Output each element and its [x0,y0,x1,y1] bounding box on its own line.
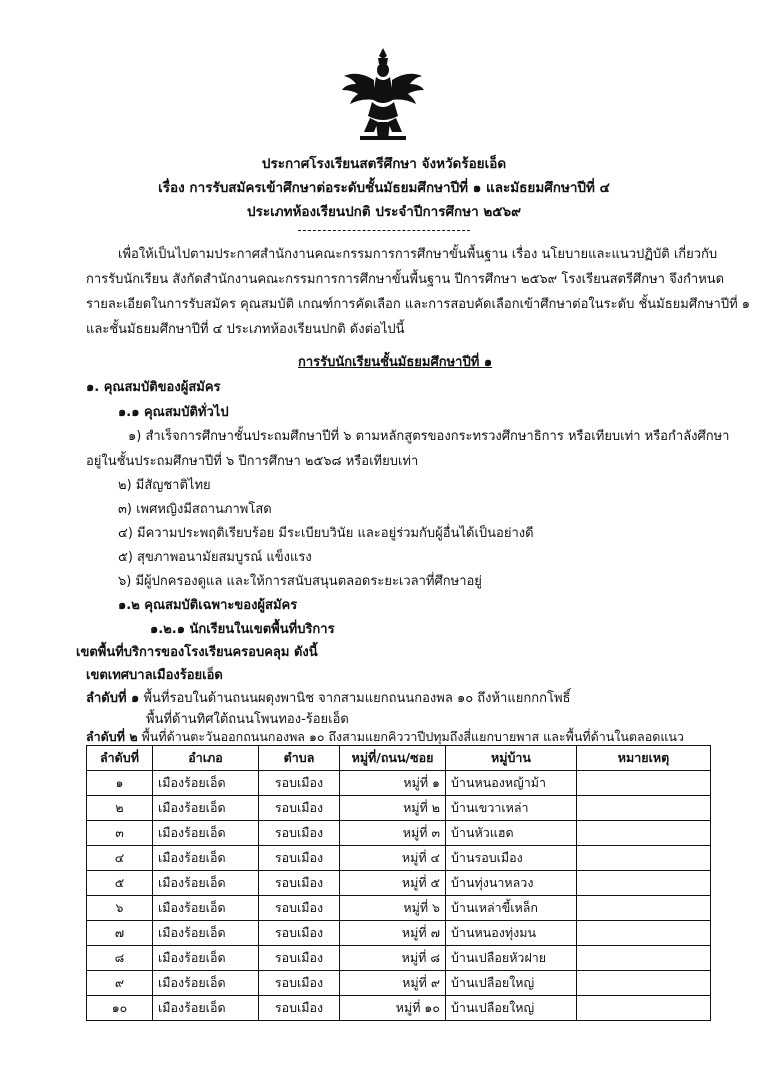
cell-remark [577,921,711,946]
cell-subdistrict: รอบเมือง [259,996,340,1021]
announcement-type: ประเภทห้องเรียนปกติ ประจำปีการศึกษา ๒๕๖๙ [247,204,521,220]
cell-district: เมืองร้อยเอ็ด [153,896,259,921]
area-1-text-cont: พื้นที่ด้านทิศใต้ถนนโพนทอง-ร้อยเอ็ด [146,712,349,727]
area-2 [86,727,684,747]
table-row [87,946,711,971]
general-item-1-cont: อยู่ในชั้นประถมศึกษาปีที่ ๖ ปีการศึกษา ๒๕๖๘ หรือเทียบเท่า [86,454,419,469]
cell-order: ๖ [87,896,153,921]
table-row [87,921,711,946]
intro-line-3: รายละเอียดในการรับสมัคร คุณสมบัติ เกณฑ์การคัดเลือก และการสอบคัดเลือกเข้าศึกษาต่อในระดับ ชั้นมัธยมศึกษาปีที่ ๑ [86,297,751,312]
cell-remark [577,971,711,996]
cell-subdistrict: รอบเมือง [259,946,340,971]
table-row [87,771,711,796]
cell-subdistrict: รอบเมือง [259,846,340,871]
cell-village: บ้านหนองทุ่งมน [446,921,577,946]
qualification-heading: ๑. คุณสมบัติของผู้สมัคร [86,380,221,395]
cell-district: เมืองร้อยเอ็ด [153,971,259,996]
cell-subdistrict: รอบเมือง [259,796,340,821]
municipality-heading: เขตเทศบาลเมืองร้อยเอ็ด [86,668,223,683]
cell-district: เมืองร้อยเอ็ด [153,946,259,971]
cell-order: ๒ [87,796,153,821]
garuda-emblem-icon [340,44,426,144]
cell-moo: หมู่ที่ ๗ [340,921,446,946]
general-item-2: ๒) มีสัญชาติไทย [118,478,211,493]
cell-order: ๙ [87,971,153,996]
cell-remark [577,771,711,796]
cell-village: บ้านเปลือยใหญ่ [446,996,577,1021]
cell-order: ๕ [87,871,153,896]
section-title: การรับนักเรียนชั้นมัธยมศึกษาปีที่ ๑ [298,355,493,370]
cell-village: บ้านหัวแฮด [446,821,577,846]
cell-order: ๑ [87,771,153,796]
col-header-subdistrict: ตำบล [259,746,340,771]
cell-subdistrict: รอบเมือง [259,821,340,846]
cell-moo: หมู่ที่ ๑๐ [340,996,446,1021]
cell-village: บ้านเปลือยหัวฝาย [446,946,577,971]
area-2-text: พื้นที่ด้านตะวันออกถนนกองพล ๑๐ ถึงสามแยกคิววาปีปทุมถึงสี่แยกบายพาส และพื้นที่ด้านในตลอดแนว [141,729,684,744]
cell-remark [577,846,711,871]
cell-district: เมืองร้อยเอ็ด [153,996,259,1021]
general-item-5: ๕) สุขภาพอนามัยสมบูรณ์ แข็งแรง [118,550,312,565]
cell-remark [577,821,711,846]
title-divider [298,230,470,231]
announcement-subject: เรื่อง การรับสมัครเข้าศึกษาต่อระดับชั้นมัธยมศึกษาปีที่ ๑ และมัธยมศึกษาปีที่ ๔ [158,180,610,196]
table-row [87,821,711,846]
cell-moo: หมู่ที่ ๙ [340,971,446,996]
general-qualification-heading: ๑.๑ คุณสมบัติทั่วไป [118,405,229,420]
cell-subdistrict: รอบเมือง [259,871,340,896]
area-1 [86,687,570,708]
col-header-village: หมู่บ้าน [446,746,577,771]
intro-line-1: เพื่อให้เป็นไปตามประกาศสำนักงานคณะกรรมการการศึกษาขั้นพื้นฐาน เรื่อง นโยบายและแนวปฏิบัติ เกี่ยวกับ [118,247,718,262]
table-row [87,896,711,921]
col-header-district: อำเภอ [153,746,259,771]
col-header-order: ลำดับที่ [87,746,153,771]
cell-district: เมืองร้อยเอ็ด [153,921,259,946]
table-row [87,996,711,1021]
general-item-6: ๖) มีผู้ปกครองดูแล และให้การสนับสนุนตลอดระยะเวลาที่ศึกษาอยู่ [118,574,482,589]
general-item-1: ๑) สำเร็จการศึกษาชั้นประถมศึกษาปีที่ ๖ ตามหลักสูตรของกระทรวงศึกษาธิการ หรือเทียบเท่า หรือกำลังศึกษา [128,429,730,444]
cell-district: เมืองร้อยเอ็ด [153,796,259,821]
general-item-4: ๔) มีความประพฤติเรียบร้อย มีระเบียบวินัย และอยู่ร่วมกับผู้อื่นได้เป็นอย่างดี [118,526,534,541]
general-item-3: ๓) เพศหญิงมีสถานภาพโสด [118,502,272,517]
cell-order: ๓ [87,821,153,846]
table-header-row [87,746,711,771]
cell-moo: หมู่ที่ ๒ [340,796,446,821]
specific-qualification-heading: ๑.๒ คุณสมบัติเฉพาะของผู้สมัคร [118,598,298,613]
col-header-remark: หมายเหตุ [577,746,711,771]
cell-subdistrict: รอบเมือง [259,971,340,996]
cell-village: บ้านเขวาเหล่า [446,796,577,821]
area-1-label: ลำดับที่ ๑ [86,691,140,706]
table-row [87,796,711,821]
cell-district: เมืองร้อยเอ็ด [153,871,259,896]
cell-village: บ้านหนองหญ้าม้า [446,771,577,796]
table-row [87,846,711,871]
cell-moo: หมู่ที่ ๖ [340,896,446,921]
cell-moo: หมู่ที่ ๔ [340,846,446,871]
cell-district: เมืองร้อยเอ็ด [153,821,259,846]
cell-village: บ้านรอบเมือง [446,846,577,871]
cell-village: บ้านเหล่าขี้เหล็ก [446,896,577,921]
service-area-students-heading: ๑.๒.๑ นักเรียนในเขตพื้นที่บริการ [150,622,335,637]
cell-village: บ้านทุ่งนาหลวง [446,871,577,896]
col-header-moo: หมู่ที่/ถนน/ซอย [340,746,446,771]
cell-order: ๘ [87,946,153,971]
cell-moo: หมู่ที่ ๘ [340,946,446,971]
table-row [87,871,711,896]
intro-line-4: และชั้นมัธยมศึกษาปีที่ ๔ ประเภทห้องเรียนปกติ ดังต่อไปนี้ [86,322,405,337]
cell-subdistrict: รอบเมือง [259,921,340,946]
cell-village: บ้านเปลือยใหญ่ [446,971,577,996]
cell-remark [577,946,711,971]
cell-moo: หมู่ที่ ๓ [340,821,446,846]
cell-subdistrict: รอบเมือง [259,771,340,796]
cell-remark [577,896,711,921]
cell-order: ๗ [87,921,153,946]
cell-district: เมืองร้อยเอ็ด [153,771,259,796]
cell-remark [577,871,711,896]
intro-line-2: การรับนักเรียน สังกัดสำนักงานคณะกรรมการการศึกษาขั้นพื้นฐาน ปีการศึกษา ๒๕๖๙ โรงเรียนสตรีศึกษา จึงกำหนด [86,272,725,287]
announcement-title: ประกาศโรงเรียนสตรีศึกษา จังหวัดร้อยเอ็ด [261,156,507,172]
table-row [87,971,711,996]
area-1-text: พื้นที่รอบในด้านถนนผดุงพานิช จากสามแยกถนนกองพล ๑๐ ถึงห้าแยกกกโพธิ์ [143,691,571,706]
service-area-heading: เขตพื้นที่บริการของโรงเรียนครอบคลุม ดังนี้ [76,645,318,660]
village-table [86,745,711,1021]
cell-remark [577,796,711,821]
cell-moo: หมู่ที่ ๕ [340,871,446,896]
cell-moo: หมู่ที่ ๑ [340,771,446,796]
cell-district: เมืองร้อยเอ็ด [153,846,259,871]
cell-order: ๔ [87,846,153,871]
area-2-label: ลำดับที่ ๒ [86,729,138,744]
cell-subdistrict: รอบเมือง [259,896,340,921]
cell-remark [577,996,711,1021]
cell-order: ๑๐ [87,996,153,1021]
